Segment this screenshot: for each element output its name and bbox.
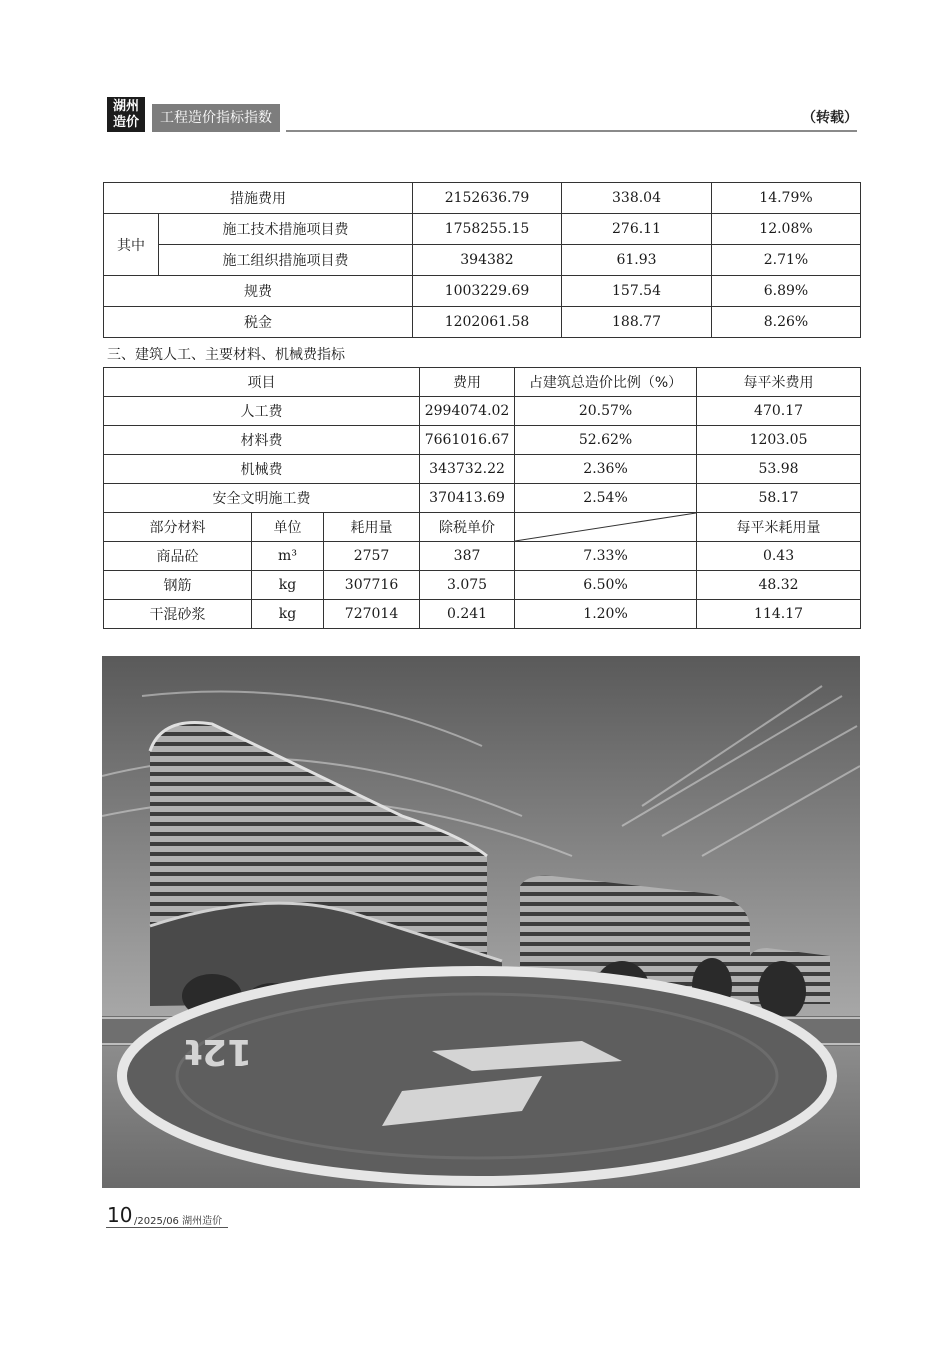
qty-cell: 727014 xyxy=(324,600,420,629)
header-per-sqm: 每平米费用 xyxy=(697,368,861,397)
amount-cell: 2152636.79 xyxy=(413,183,562,214)
row-label: 措施费用 xyxy=(104,183,413,214)
material-name: 钢筋 xyxy=(104,571,252,600)
qty-cell: 307716 xyxy=(324,571,420,600)
ratio-cell: 1.20% xyxy=(515,600,697,629)
per-sqm-cell: 58.17 xyxy=(697,484,861,513)
row-label: 施工技术措施项目费 xyxy=(159,214,413,245)
item-cell: 安全文明施工费 xyxy=(104,484,420,513)
header-divider xyxy=(286,130,857,132)
header-price: 除税单价 xyxy=(420,513,515,542)
section-heading: 三、建筑人工、主要材料、机械费指标 xyxy=(107,347,345,363)
ratio-cell: 2.36% xyxy=(515,455,697,484)
cost-cell: 7661016.67 xyxy=(420,426,515,455)
diagonal-line xyxy=(515,513,696,541)
table-row xyxy=(104,571,861,600)
page-number: 10 xyxy=(107,1203,133,1227)
ratio-cell: 52.62% xyxy=(515,426,697,455)
per-sqm-cell: 61.93 xyxy=(562,245,712,276)
table-row xyxy=(104,600,861,629)
header-unit: 单位 xyxy=(252,513,324,542)
ratio-cell: 20.57% xyxy=(515,397,697,426)
table-header-row xyxy=(104,368,861,397)
amount-cell: 394382 xyxy=(413,245,562,276)
amount-cell: 1758255.15 xyxy=(413,214,562,245)
header-cost: 费用 xyxy=(420,368,515,397)
table-row xyxy=(104,245,861,276)
ratio-cell: 6.89% xyxy=(712,276,861,307)
material-name: 干混砂浆 xyxy=(104,600,252,629)
per-sqm-cell: 188.77 xyxy=(562,307,712,338)
row-label: 施工组织措施项目费 xyxy=(159,245,413,276)
table-row xyxy=(104,214,861,245)
per-sqm-cell: 157.54 xyxy=(562,276,712,307)
unit-cell: kg xyxy=(252,571,324,600)
group-label: 其中 xyxy=(104,214,159,276)
diagonal-cell xyxy=(515,513,697,542)
logo-line-1: 湖州 xyxy=(112,99,139,114)
per-sqm-cell: 48.32 xyxy=(697,571,861,600)
per-sqm-cell: 114.17 xyxy=(697,600,861,629)
header-item: 项目 xyxy=(104,368,420,397)
material-name: 商品砼 xyxy=(104,542,252,571)
header-ratio: 占建筑总造价比例（%） xyxy=(515,368,697,397)
table-row xyxy=(104,455,861,484)
material-header-row xyxy=(104,513,861,542)
table-row xyxy=(104,276,861,307)
header-per-sqm-usage: 每平米耗用量 xyxy=(697,513,861,542)
ratio-cell: 14.79% xyxy=(712,183,861,214)
cost-cell: 343732.22 xyxy=(420,455,515,484)
logo-line-2: 造价 xyxy=(112,115,139,130)
header-qty: 耗用量 xyxy=(324,513,420,542)
ratio-cell: 2.54% xyxy=(515,484,697,513)
row-label: 规费 xyxy=(104,276,413,307)
header-material: 部分材料 xyxy=(104,513,252,542)
row-label: 税金 xyxy=(104,307,413,338)
qty-cell: 2757 xyxy=(324,542,420,571)
cost-table xyxy=(103,182,861,338)
price-cell: 3.075 xyxy=(420,571,515,600)
item-cell: 材料费 xyxy=(104,426,420,455)
unit-cell: kg xyxy=(252,600,324,629)
table-row xyxy=(104,397,861,426)
unit-cell: m³ xyxy=(252,542,324,571)
per-sqm-cell: 1203.05 xyxy=(697,426,861,455)
per-sqm-cell: 470.17 xyxy=(697,397,861,426)
indicator-table xyxy=(103,367,861,629)
table-row xyxy=(104,183,861,214)
per-sqm-cell: 276.11 xyxy=(562,214,712,245)
footer-underline xyxy=(106,1227,228,1228)
amount-cell: 1202061.58 xyxy=(413,307,562,338)
item-cell: 机械费 xyxy=(104,455,420,484)
per-sqm-cell: 0.43 xyxy=(697,542,861,571)
ratio-cell: 7.33% xyxy=(515,542,697,571)
magazine-logo xyxy=(107,97,145,132)
table-row xyxy=(104,307,861,338)
cost-cell: 2994074.02 xyxy=(420,397,515,426)
per-sqm-cell: 338.04 xyxy=(562,183,712,214)
issue-label: /2025/06 湖州造价 xyxy=(134,1216,223,1227)
price-cell: 0.241 xyxy=(420,600,515,629)
per-sqm-cell: 53.98 xyxy=(697,455,861,484)
ratio-cell: 8.26% xyxy=(712,307,861,338)
ratio-cell: 2.71% xyxy=(712,245,861,276)
section-tab: 工程造价指标指数 xyxy=(152,104,280,132)
amount-cell: 1003229.69 xyxy=(413,276,562,307)
table-row xyxy=(104,426,861,455)
reprint-label: （转载） xyxy=(802,110,858,126)
cost-cell: 370413.69 xyxy=(420,484,515,513)
ratio-cell: 12.08% xyxy=(712,214,861,245)
price-cell: 387 xyxy=(420,542,515,571)
table-row xyxy=(104,484,861,513)
helipad-marking: 12t xyxy=(184,1031,252,1072)
hospital-photo xyxy=(102,656,860,1188)
table-row xyxy=(104,542,861,571)
hospital-illustration xyxy=(102,656,860,1188)
ratio-cell: 6.50% xyxy=(515,571,697,600)
item-cell: 人工费 xyxy=(104,397,420,426)
